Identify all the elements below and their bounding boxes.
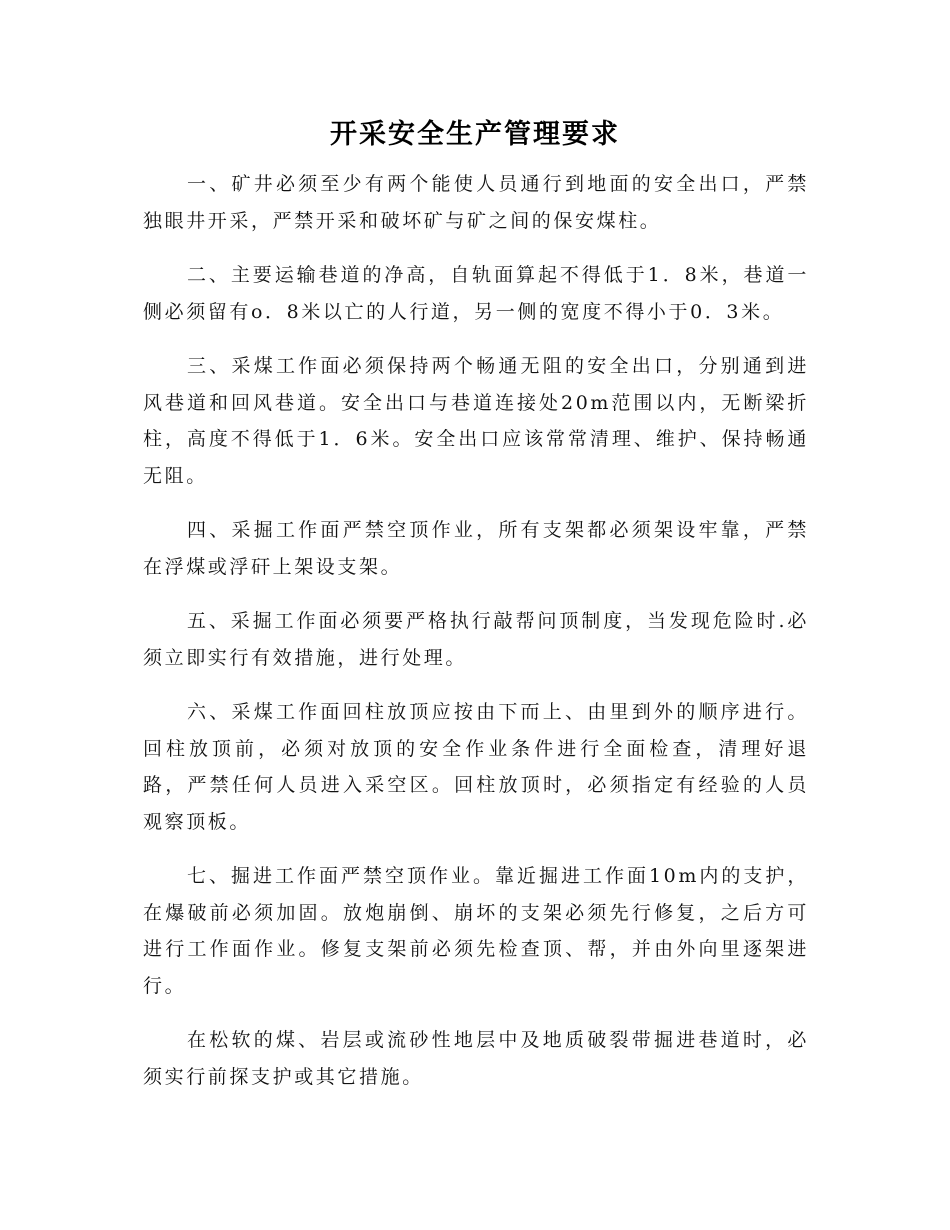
document-title: 开采安全生产管理要求: [330, 119, 620, 150]
paragraph-1: 一、矿井必须至少有两个能使人员通行到地面的安全出口，严禁独眼井开采，严禁开采和破坏矿与矿之间的保安煤柱。: [143, 173, 809, 232]
paragraph-3: 三、采煤工作面必须保持两个畅通无阻的安全出口，分别通到进风巷道和回风巷道。安全出口与巷道连接处20m范围以内，无断梁折柱，高度不得低于1．6米。安全出口应该常常清理、维护、保持畅通无阻。: [143, 355, 809, 487]
paragraph-5: 五、采掘工作面必须要严格执行敲帮问顶制度，当发现危险时.必须立即实行有效措施，进行处理。: [143, 610, 809, 669]
paragraph-8: 在松软的煤、岩层或流砂性地层中及地质破裂带掘进巷道时，必须实行前探支护或其它措施。: [143, 1029, 809, 1088]
paragraph-2: 二、主要运输巷道的净高，自轨面算起不得低于1．8米，巷道一侧必须留有o．8米以亡的人行道，另一侧的宽度不得小于0．3米。: [143, 264, 809, 323]
document-body: [143, 166, 809, 1113]
paragraph-6: 六、采煤工作面回柱放顶应按由下而上、由里到外的顺序进行。回柱放顶前，必须对放顶的安全作业条件进行全面检查，清理好退路，严禁任何人员进入采空区。回柱放顶时，必须指定有经验的人员观察顶板。: [143, 701, 809, 833]
paragraph-7: 七、掘进工作面严禁空顶作业。靠近掘进工作面10m内的支护，在爆破前必须加固。放炮崩倒、崩坏的支架必须先行修复，之后方可进行工作面作业。修复支架前必须先检查顶、帮，并由外向里逐架进行。: [143, 865, 809, 997]
paragraph-4: 四、采掘工作面严禁空顶作业，所有支架都必须架设牢靠，严禁在浮煤或浮矸上架设支架。: [143, 519, 809, 578]
